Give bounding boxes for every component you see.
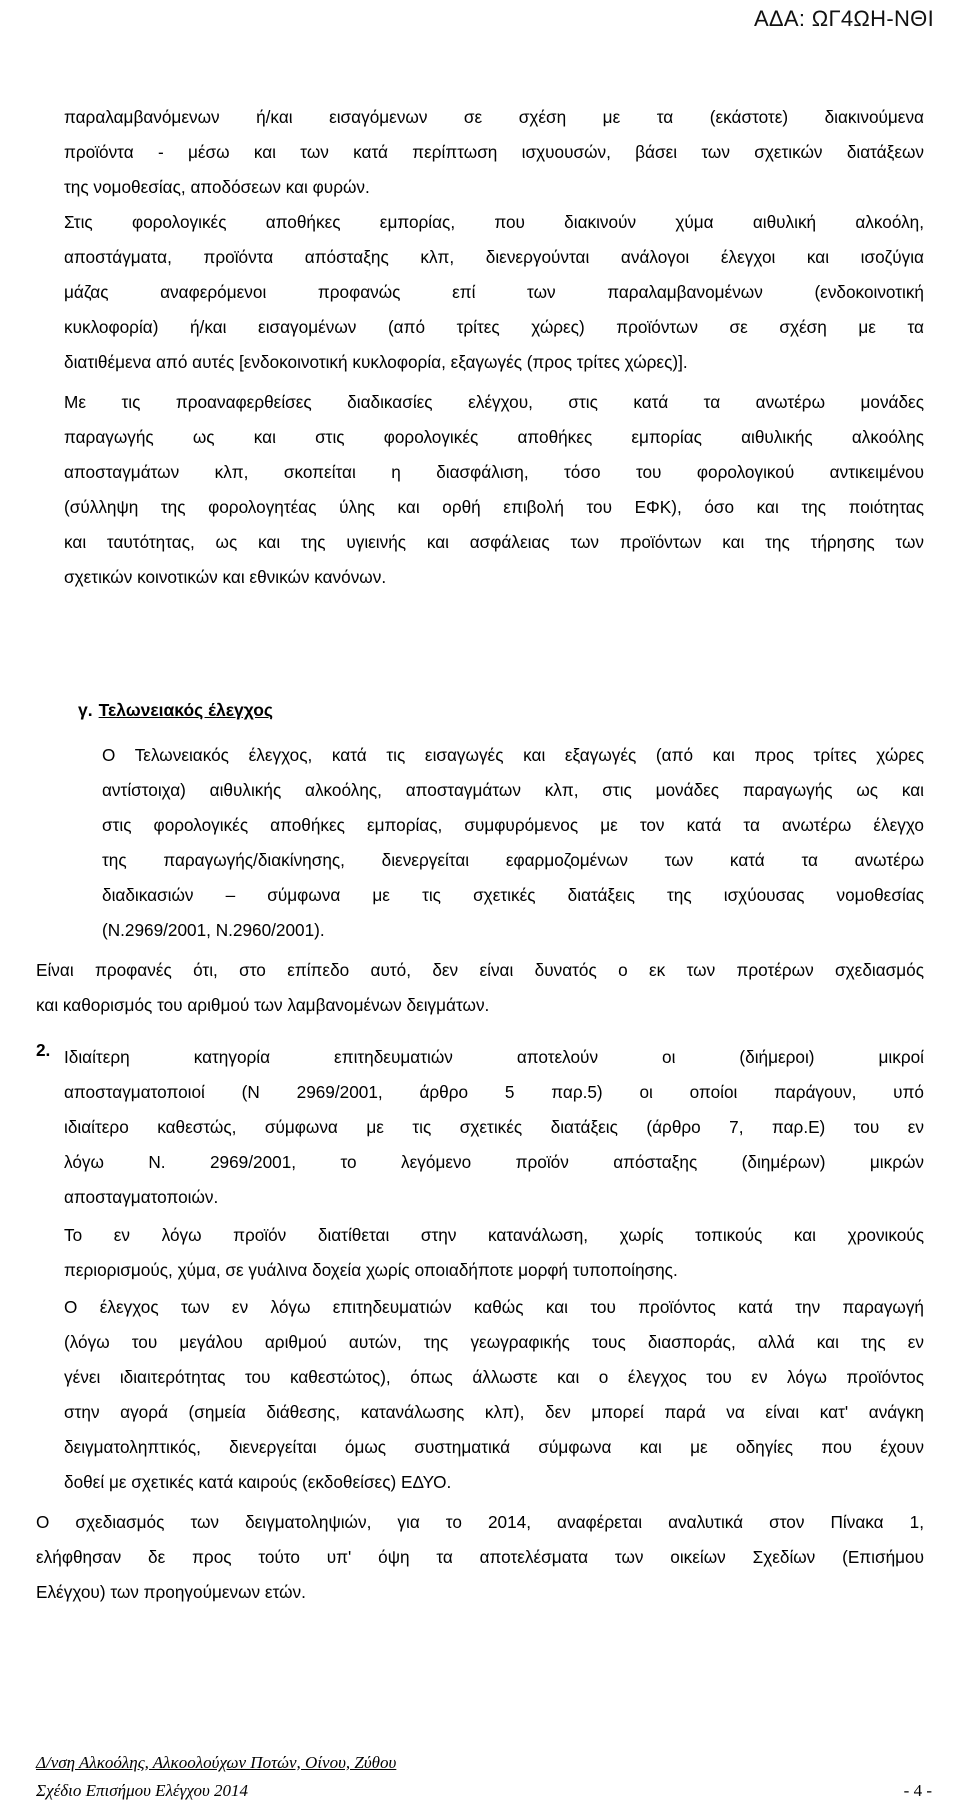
text-line: αποστάγματα, προϊόντα απόσταξης κλπ, διενεργούνται ανάλογοι έλεγχοι και ισοζύγια [64,247,924,267]
text-line: και καθορισμός του αριθμού των λαμβανομένων δειγμάτων. [36,995,490,1015]
section-letter: γ. [78,700,93,720]
paragraph-3 [64,385,924,595]
paragraph-5 [36,953,924,1023]
paragraph-7 [64,1290,924,1500]
text-line: προϊόντα - μέσω και των κατά περίπτωση ισχυουσών, βάσει των σχετικών διατάξεων [64,142,924,162]
item-2-text [64,1040,924,1215]
text-line: στις φορολογικές αποθήκες εμπορίας, συμφυρόμενος με τον κατά τα ανωτέρω έλεγχο [102,815,924,835]
text-line: παραγωγής ως και στις φορολογικές αποθήκες εμπορίας αιθυλικής αλκοόλης [64,427,924,447]
text-line: περιορισμούς, χύμα, σε γυάλινα δοχεία χωρίς οποιαδήποτε μορφή τυποποίησης. [64,1260,678,1280]
text-line: παραλαμβανόμενων ή/και εισαγόμενων σε σχέση με τα (εκάστοτε) διακινούμενα [64,107,924,127]
paragraph-8 [36,1505,924,1610]
text-line: Στις φορολογικές αποθήκες εμπορίας, που διακινούν χύμα αιθυλική αλκοόλη, [64,212,924,232]
text-line: γένει ιδιαιτερότητας του καθεστώτος), όπως άλλωστε και ο έλεγχος του εν λόγω προϊόντος [64,1367,924,1387]
text-line: μάζας αναφερόμενοι προφανώς επί των παραλαμβανομένων (ενδοκοινοτική [64,282,924,302]
text-line: διατιθέμενα από αυτές [ενδοκοινοτική κυκλοφορία, εξαγωγές (προς τρίτες χώρες)]. [64,352,688,372]
page-footer [36,1749,932,1805]
text-line: διαδικασιών – σύμφωνα με τις σχετικές διατάξεις της ισχύουσας νομοθεσίας [102,885,924,905]
ada-code: ΑΔΑ: ΩΓ4ΩΗ-ΝΘΙ [753,6,934,31]
text-line: Είναι προφανές ότι, στο επίπεδο αυτό, δεν είναι δυνατός ο εκ των προτέρων σχεδιασμός [36,960,924,980]
section-heading [78,700,273,721]
footer-department: Δ/νση Αλκοόλης, Αλκοολούχων Ποτών, Οίνου, Ζύθου [36,1753,397,1772]
text-line: Ο Τελωνειακός έλεγχος, κατά τις εισαγωγές και εξαγωγές (από και προς τρίτες χώρες [102,745,924,765]
text-line: Ιδιαίτερη κατηγορία επιτηδευματιών αποτελούν οι (διήμεροι) μικροί [64,1047,924,1067]
text-line: αποσταγματοποιών. [64,1187,219,1207]
text-line: της παραγωγής/διακίνησης, διενεργείται εφαρμοζομένων των κατά τα ανωτέρω [102,850,924,870]
text-line: κυκλοφορία) ή/και εισαγομένων (από τρίτες χώρες) προϊόντων σε σχέση με τα [64,317,924,337]
section-title: Τελωνειακός έλεγχος [98,700,273,720]
text-line: Με τις προαναφερθείσες διαδικασίες ελέγχου, στις κατά τα ανωτέρω μονάδες [64,392,924,412]
text-line: Ο έλεγχος των εν λόγω επιτηδευματιών καθώς και του προϊόντος κατά την παραγωγή [64,1297,924,1317]
text-line: και ταυτότητας, ως και της υγιεινής και ασφάλειας των προϊόντων και της τήρησης των [64,532,924,552]
text-line: στην αγορά (σημεία διάθεσης, κατανάλωσης κλπ), δεν μπορεί παρά να είναι κατ' ανάγκη [64,1402,924,1422]
paragraph-4 [102,738,924,948]
text-line: δειγματοληπτικός, διενεργείται όμως συστηματικά σύμφωνα και με οδηγίες που έχουν [64,1437,924,1457]
paragraph-6 [64,1218,924,1288]
text-line: Το εν λόγω προϊόν διατίθεται στην κατανάλωση, χωρίς τοπικούς και χρονικούς [64,1225,924,1245]
footer-document-title: Σχέδιο Επισήμου Ελέγχου 2014 [36,1781,249,1800]
text-line: αντίστοιχα) αιθυλικής αλκοόλης, αποσταγμάτων κλπ, στις μονάδες παραγωγής ως και [102,780,924,800]
text-line: Ο σχεδιασμός των δειγματοληψιών, για το 2014, αναφέρεται αναλυτικά στον Πίνακα 1, [36,1512,924,1532]
text-line: αποσταγμάτων κλπ, σκοπείται η διασφάλιση, τόσο του φορολογικού αντικειμένου [64,462,924,482]
page-number: - 4 - [903,1781,932,1800]
text-line: ιδιαίτερο καθεστώς, σύμφωνα με τις σχετικές διατάξεις (άρθρο 7, παρ.Ε) του εν [64,1117,924,1137]
text-line: λόγω Ν. 2969/2001, το λεγόμενο προϊόν απόσταξης (διημέρων) μικρών [64,1152,924,1172]
text-line: σχετικών κοινοτικών και εθνικών κανόνων. [64,567,387,587]
text-line: Ελέγχου) των προηγούμενων ετών. [36,1582,306,1602]
text-line: της νομοθεσίας, αποδόσεων και φυρών. [64,177,370,197]
item-number: 2. [36,1040,51,1060]
text-line: δοθεί με σχετικές κατά καιρούς (εκδοθείσες) ΕΔΥΟ. [64,1472,452,1492]
text-line: ελήφθησαν δε προς τούτο υπ' όψη τα αποτελέσματα των οικείων Σχεδίων (Επισήμου [36,1547,924,1567]
text-line: (λόγω του μεγάλου αριθμού αυτών, της γεωγραφικής τους διασποράς, αλλά και της εν [64,1332,924,1352]
text-line: (Ν.2969/2001, Ν.2960/2001). [102,920,325,940]
paragraph-2 [64,205,924,380]
text-line: (σύλληψη της φορολογητέας ύλης και ορθή επιβολή του ΕΦΚ), όσο και της ποιότητας [64,497,924,517]
paragraph-1 [64,100,924,205]
text-line: αποσταγματοποιοί (Ν 2969/2001, άρθρο 5 παρ.5) οι οποίοι παράγουν, υπό [64,1082,924,1102]
